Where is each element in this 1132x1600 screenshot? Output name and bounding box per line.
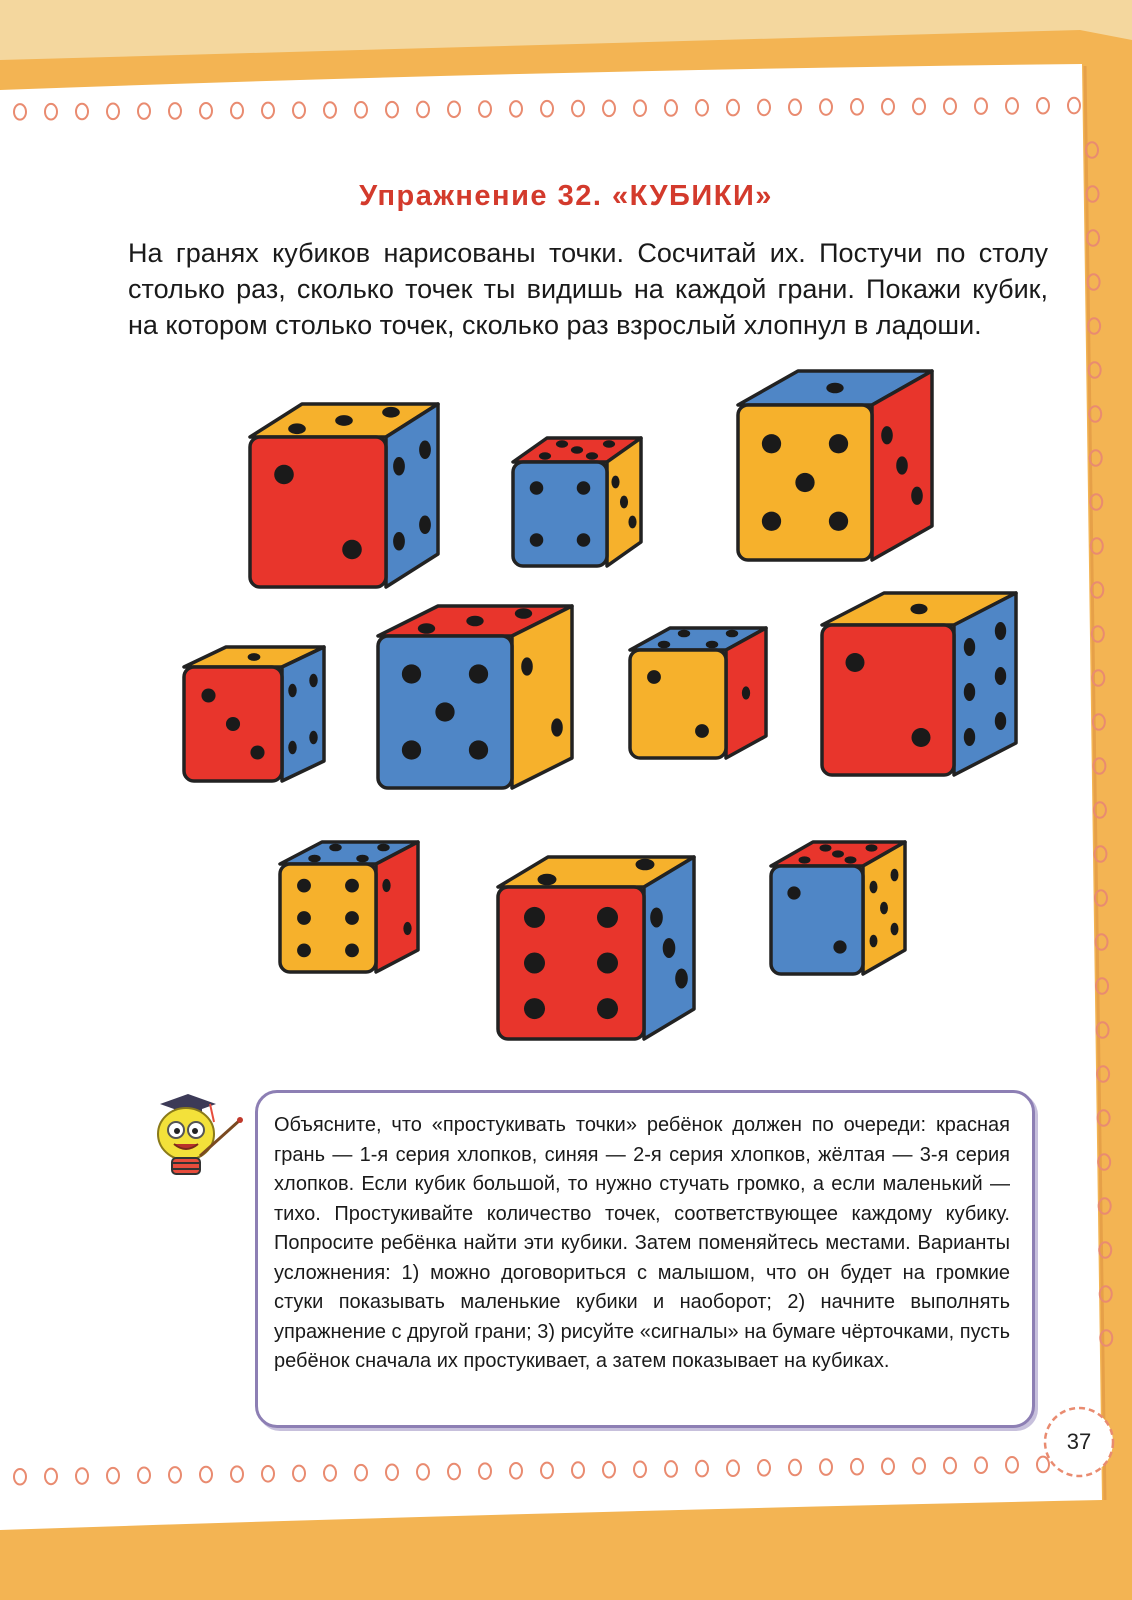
page-title: Упражнение 32. «КУБИКИ» <box>359 180 773 212</box>
exercise-instruction: На гранях кубиков нарисованы точки. Сосчитай их. Постучи по столу столько раз, сколько точек ты видишь на каждой грани. Покажи кубик, на котором столько точек, сколько раз взрослый хлопнул в ладоши. <box>128 238 1048 340</box>
parent-instructions-box: Объясните, что «простукивать точки» ребёнок должен по очереди: красная грань — 1-я серия хлопков, синяя — 2-я серия хлопков, жёлтая — 3-я серия хлопков. Если кубик большой, то нужно стучать громко, а если маленький — тихо. Простукивайте количество точек, соответствующее каждому кубику. Попросите ребёнка найти эти кубики. Затем поменяйтесь местами. Варианты усложнения: 1) можно договориться с малышом, что он будет на громкие стуки показывать маленькие кубики и наоборот; 2) начните выполнять упражнение с другой грани; 3) рисуйте «сигналы» на бумаге чёрточками, пусть ребёнок сначала их простукивает, а затем показывает на кубиках. <box>255 1090 1035 1428</box>
teacher-lightbulb-mascot-icon <box>140 1090 250 1200</box>
page-number: 37 <box>1066 1429 1092 1454</box>
